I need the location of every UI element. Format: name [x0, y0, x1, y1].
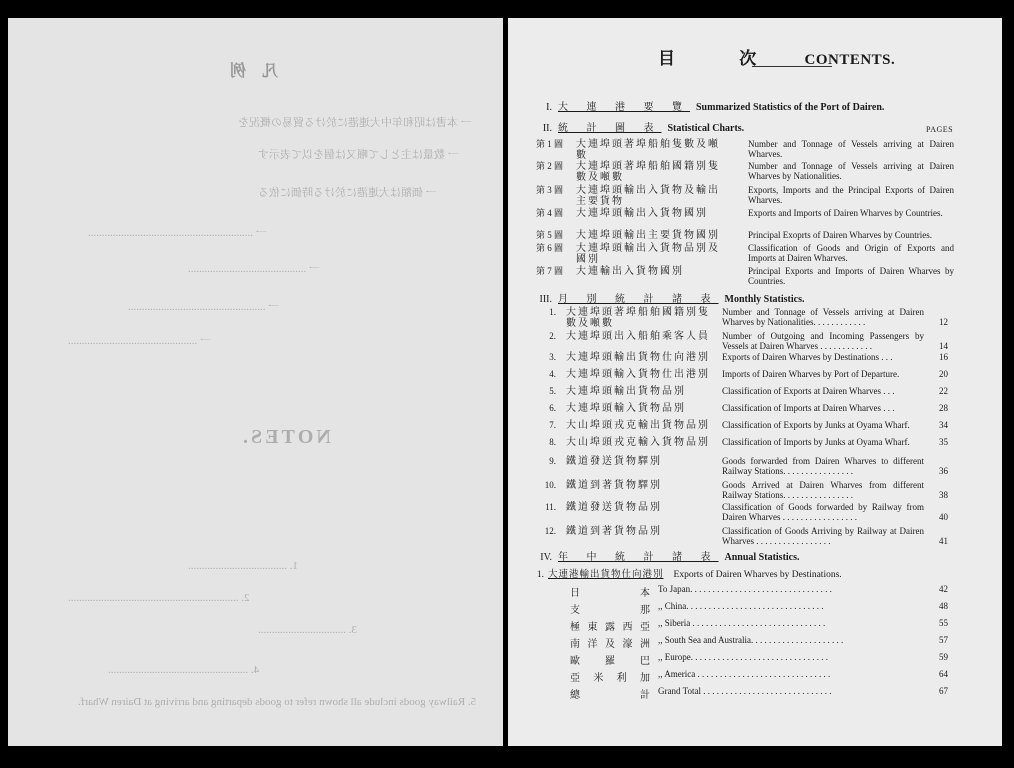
entry-title-english: Goods Arrived at Dairen Wharves from different Railway Stations. . . . . . . . . . . . . . . .	[722, 480, 924, 500]
ghost-line: 一 本書は昭和年中大連港に於ける貿易の概況を	[238, 117, 472, 129]
destination-row	[570, 635, 950, 650]
contents-heading	[658, 44, 895, 69]
destination-character: 羅	[605, 656, 615, 667]
entry-title-english: Number of Outgoing and Incoming Passengers by Vessels at Dairen Wharves . . . . . . . . . . . .	[722, 331, 924, 351]
entry-title-english: Classification of Goods forwarded by Railway from Dairen Wharves . . . . . . . . . . . . . . . . .	[722, 502, 924, 522]
destination-japanese	[570, 618, 650, 633]
destination-character: 總	[570, 690, 580, 701]
chart-title-english: Classification of Goods and Origin of Exports and Imports at Dairen Wharves.	[748, 243, 954, 263]
entry-page-number: 16	[939, 352, 948, 362]
section-title-english: Annual Statistics.	[724, 552, 800, 563]
section-heading	[536, 119, 744, 134]
entry-title-japanese: 大連港輸出貨物仕向港別	[548, 570, 664, 580]
ghost-line: 一 ...............................................	[68, 335, 211, 347]
destination-japanese	[570, 669, 650, 684]
ghost-line: 4. ...................................................	[108, 664, 260, 676]
destination-character: 濠	[622, 639, 633, 650]
section-number: III.	[539, 294, 552, 305]
chart-title-japanese: 大連埠頭輸出入貨物及輸出主要貨物	[576, 185, 720, 207]
entry-title-english: Exports of Dairen Wharves by Destinations.	[673, 570, 842, 580]
entry-title-english: Classification of Exports at Dairen Wharves . . .	[722, 386, 895, 396]
destination-character: 支	[570, 605, 580, 616]
chart-label: 第 2 圖	[536, 161, 564, 171]
chart-title-english: Principal Exoprts of Dairen Wharves by Countries.	[748, 230, 933, 240]
destination-character: 露	[605, 622, 615, 633]
destination-character: 亞	[640, 622, 650, 633]
chart-label: 第 1 圖	[536, 139, 564, 149]
destination-english: Grand Total . . . . . . . . . . . . . . . . . . . . . . . . . . . . .	[658, 686, 832, 696]
ghost-line: 5. Railway goods include all shown refer to goods departing and arriving at Dairen Wharf.	[78, 696, 477, 708]
ghost-line: 3. ................................	[258, 624, 357, 636]
entry-page-number: 34	[939, 420, 948, 430]
chart-title-english: Principal Exports and Imports of Dairen Wharves by Countries.	[748, 266, 954, 286]
destination-character: 及	[605, 639, 615, 650]
ghost-line: 1. ....................................	[188, 560, 298, 572]
destination-english: To Japan. . . . . . . . . . . . . . . . . . . . . . . . . . . . . . . .	[658, 584, 832, 594]
entry-title-english: Goods forwarded from Dairen Wharves to different Railway Stations. . . . . . . . . . . . . . . .	[722, 456, 924, 476]
section-title-english: Statistical Charts.	[667, 123, 745, 134]
entry-page-number: 12	[939, 317, 948, 327]
chart-label: 第 5 圖	[536, 230, 564, 240]
entry-title-japanese: 大連埠頭出入船舶乘客人員	[566, 331, 710, 342]
entry-page-number: 28	[939, 403, 948, 413]
entry-number: 2.	[549, 331, 556, 341]
entry-number: 11.	[545, 502, 556, 512]
entry-title-english: Number and Tonnage of Vessels arriving at Dairen Wharves by Nationalities. . . . . . . . . . . .	[722, 307, 924, 327]
chart-title-japanese: 大連埠頭輸出主要貨物國別	[576, 230, 720, 241]
entry-page-number: 59	[939, 652, 948, 662]
destination-english: ,, China. . . . . . . . . . . . . . . . . . . . . . . . . . . . . . .	[658, 601, 824, 611]
heading-english: CONTENTS.	[804, 52, 896, 68]
pages-column-label: PAGES	[926, 125, 954, 134]
entry-title-japanese: 鐵道發送貨物驛別	[566, 456, 662, 467]
entry-number: 10.	[544, 480, 556, 490]
destination-character: 極	[570, 622, 580, 633]
entry-page-number: 42	[939, 584, 948, 594]
entry-page-number: 40	[939, 512, 948, 522]
entry-page-number: 64	[939, 669, 948, 679]
entry-page-number: 48	[939, 601, 948, 611]
ghost-line: 一 数量は主として噸又は個を以て表示す	[258, 149, 459, 161]
section-title-japanese: 年 中 統 計 諸 表	[558, 552, 719, 563]
destination-japanese	[570, 686, 650, 701]
entry-title-japanese: 大連埠頭著埠船舶國籍別隻數及噸數	[566, 307, 710, 329]
chart-title-english: Exports and Imports of Dairen Wharves by Countries.	[748, 208, 943, 218]
destination-character: 日	[570, 588, 580, 599]
chart-title-japanese: 大連埠頭輸出入貨物國別	[576, 208, 708, 219]
entry-page-number: 22	[939, 386, 948, 396]
section-title-japanese: 大 連 港 要 覽	[558, 102, 690, 113]
section-number: IV.	[540, 552, 552, 563]
entry-title-english: Classification of Imports at Dairen Wharves . . .	[722, 403, 895, 413]
section-title-japanese: 月 別 統 計 諸 表	[558, 294, 719, 305]
entry-title-japanese: 大山埠頭戎克輸入貨物品別	[566, 437, 710, 448]
destination-character: 西	[622, 622, 633, 633]
ghost-line: 2. ..............................................................	[68, 592, 250, 604]
ghost-title: 凡 例	[224, 63, 279, 80]
entry-number: 1.	[549, 307, 556, 317]
destination-row	[570, 669, 950, 684]
entry-title-english: Classification of Exports by Junks at Oyama Wharf.	[722, 420, 910, 430]
left-page-show-through	[8, 18, 503, 746]
chart-label: 第 6 圖	[536, 243, 564, 253]
entry-title-english: Exports of Dairen Wharves by Destinations . . .	[722, 352, 893, 362]
entry-page-number: 67	[939, 686, 948, 696]
contents-page	[508, 18, 1002, 746]
destination-character: 本	[640, 588, 650, 599]
entry-page-number: 14	[939, 341, 948, 351]
ghost-line: 一 価額は大連港に於ける時価に依る	[258, 187, 437, 199]
destination-character: 那	[640, 605, 650, 616]
destination-english: ,, South Sea and Australia. . . . . . . . . . . . . . . . . . . . .	[658, 635, 844, 645]
entry-page-number: 57	[939, 635, 948, 645]
section-heading	[536, 290, 805, 305]
section-number: I.	[546, 102, 552, 113]
entry-title-japanese: 大連埠頭輸出貨物品別	[566, 386, 686, 397]
entry-number: 8.	[549, 437, 556, 447]
destination-character: 計	[640, 690, 650, 701]
section-title-japanese: 統 計 圖 表	[558, 123, 662, 134]
chart-label: 第 3 圖	[536, 185, 564, 195]
entry-title-japanese: 大連埠頭輸入貨物仕出港別	[566, 369, 710, 380]
destination-row	[570, 618, 950, 633]
entry-page-number: 20	[939, 369, 948, 379]
entry-page-number: 35	[939, 437, 948, 447]
entry-title-japanese: 大連埠頭輸入貨物品別	[566, 403, 686, 414]
destination-character: 歐	[570, 656, 580, 667]
section-title-english: Monthly Statistics.	[724, 294, 805, 305]
entry-title-japanese: 鐵道發送貨物品別	[566, 502, 662, 513]
chart-title-japanese: 大連埠頭輸出入貨物品別及國別	[576, 243, 720, 265]
entry-page-number: 38	[939, 490, 948, 500]
entry-number: 5.	[549, 386, 556, 396]
destination-character: 洲	[640, 639, 650, 650]
entry-title-japanese: 鐵道到著貨物品別	[566, 526, 662, 537]
destination-character: 加	[639, 673, 650, 684]
ghost-line: 一 ..................................................	[128, 301, 280, 313]
chart-title-japanese: 大連埠頭著埠船舶隻數及噸數	[576, 139, 720, 161]
entry-number: 7.	[549, 420, 556, 430]
chart-title-japanese: 大連埠頭著埠船舶國籍別隻數及噸數	[576, 161, 720, 183]
heading-japanese: 目 次	[658, 49, 787, 68]
destination-row	[570, 652, 950, 667]
ghost-line: 一 ............................................................	[88, 227, 267, 239]
destination-japanese	[570, 635, 650, 650]
destination-row	[570, 686, 950, 701]
entry-number: 12.	[544, 526, 556, 536]
section-heading	[536, 98, 884, 113]
destination-character: 亞	[570, 673, 580, 684]
destination-character: 東	[587, 622, 598, 633]
destination-character: 洋	[587, 639, 598, 650]
ghost-notes-heading: NOTES.	[240, 426, 331, 448]
heading-rule	[752, 66, 832, 67]
entry-page-number: 55	[939, 618, 948, 628]
destination-japanese	[570, 601, 650, 616]
ghost-line: 一 ...........................................	[188, 263, 320, 275]
chart-label: 第 7 圖	[536, 266, 564, 276]
destination-character: 米	[593, 673, 604, 684]
destination-row	[570, 601, 950, 616]
entry-title-english: Classification of Goods Arriving by Railway at Dairen Wharves . . . . . . . . . . . . . . . . .	[722, 526, 924, 546]
annual-table-heading	[532, 566, 842, 580]
entry-number: 1.	[536, 570, 544, 580]
chart-title-japanese: 大連輸出入貨物國別	[576, 266, 684, 277]
destination-japanese	[570, 584, 650, 599]
destination-english: ,, America . . . . . . . . . . . . . . . . . . . . . . . . . . . . . .	[658, 669, 831, 679]
chart-label: 第 4 圖	[536, 208, 564, 218]
chart-title-english: Number and Tonnage of Vessels arriving at Dairen Wharves by Nationalities.	[748, 161, 954, 181]
entry-number: 4.	[549, 369, 556, 379]
section-title-english: Summarized Statistics of the Port of Dairen.	[696, 102, 885, 113]
entry-page-number: 41	[939, 536, 948, 546]
chart-title-english: Number and Tonnage of Vessels arriving at Dairen Wharves.	[748, 139, 954, 159]
destination-english: ,, Europe. . . . . . . . . . . . . . . . . . . . . . . . . . . . . . .	[658, 652, 828, 662]
entry-page-number: 36	[939, 466, 948, 476]
entry-title-english: Imports of Dairen Wharves by Port of Departure.	[722, 369, 900, 379]
destination-character: 南	[570, 639, 580, 650]
entry-title-japanese: 大山埠頭戎克輸出貨物品別	[566, 420, 710, 431]
entry-title-japanese: 大連埠頭輸出貨物仕向港別	[566, 352, 710, 363]
section-heading	[536, 548, 800, 563]
chart-title-english: Exports, Imports and the Principal Exports of Dairen Wharves.	[748, 185, 954, 205]
section-number: II.	[542, 123, 552, 134]
entry-title-english: Classification of Imports by Junks at Oyama Wharf.	[722, 437, 910, 447]
entry-number: 6.	[549, 403, 556, 413]
entry-title-japanese: 鐵道到著貨物驛別	[566, 480, 662, 491]
destination-row	[570, 584, 950, 599]
entry-number: 3.	[549, 352, 556, 362]
destination-character: 巴	[640, 656, 650, 667]
destination-japanese	[570, 652, 650, 667]
destination-english: ,, Siberia . . . . . . . . . . . . . . . . . . . . . . . . . . . . . .	[658, 618, 826, 628]
entry-number: 9.	[549, 456, 556, 466]
destination-character: 利	[616, 673, 627, 684]
